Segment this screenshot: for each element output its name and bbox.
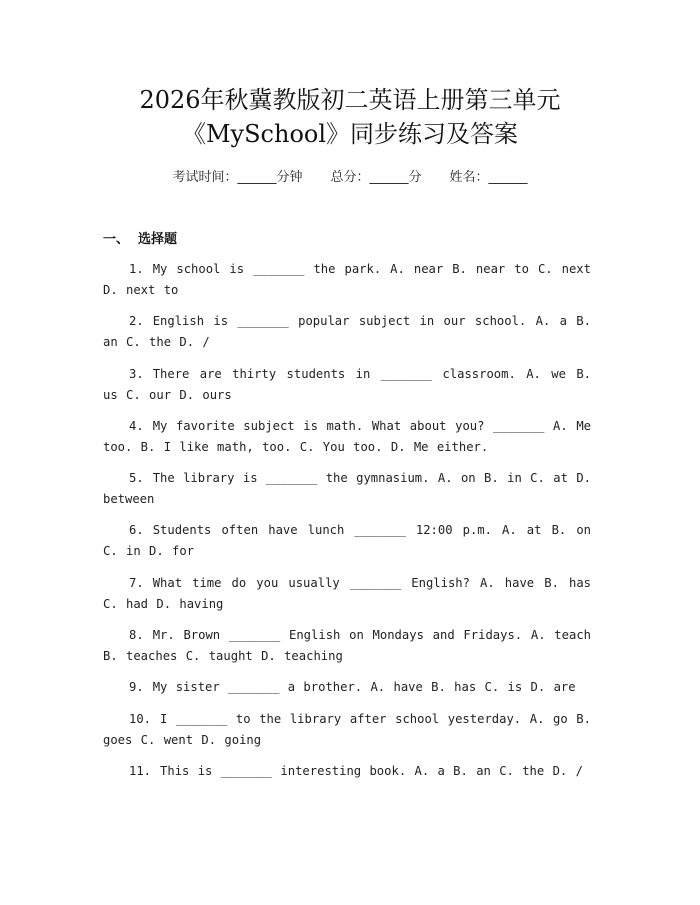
question-text: I _______ to the library after school yesterday. A. go B. goes C. went D. going xyxy=(103,711,591,747)
document-title-line2: 《MySchool》同步练习及答案 xyxy=(181,120,519,148)
question-item xyxy=(103,625,591,667)
question-item xyxy=(103,709,591,751)
question-text: Students often have lunch _______ 12:00 p.m. A. at B. on C. in D. for xyxy=(103,523,591,559)
question-text: Mr. Brown _______ English on Mondays and Fridays. A. teach B. teaches C. taught D. teaching xyxy=(103,628,591,664)
question-number: 4. xyxy=(129,418,144,433)
question-text: My sister _______ a brother. A. have B. has C. is D. are xyxy=(152,680,576,695)
question-number: 11. xyxy=(129,763,152,778)
question-text: My favorite subject is math. What about you? _______ A. Me too. B. I like math, too. C. You too. D. Me either. xyxy=(103,418,591,454)
section-heading: 一、 选择题 xyxy=(103,232,178,247)
exam-time-field: 考试时间：______分钟 xyxy=(172,170,303,185)
question-item xyxy=(103,468,591,510)
question-number: 2. xyxy=(129,314,144,329)
question-number: 10. xyxy=(129,711,152,726)
question-text: There are thirty students in _______ classroom. A. we B. us C. our D. ours xyxy=(103,366,591,402)
exam-info-line xyxy=(0,168,700,188)
question-number: 9. xyxy=(129,680,144,695)
question-list xyxy=(103,259,591,792)
student-name-field: 姓名：______ xyxy=(449,170,528,185)
question-text: My school is _______ the park. A. near B. near to C. next D. next to xyxy=(103,262,591,297)
question-number: 5. xyxy=(129,471,144,486)
question-text: This is _______ interesting book. A. a B. an C. the D. / xyxy=(160,763,583,778)
question-item xyxy=(103,364,591,406)
question-item xyxy=(103,573,591,615)
question-text: What time do you usually _______ English? A. have B. has C. had D. having xyxy=(103,575,591,611)
question-number: 3. xyxy=(129,366,144,381)
question-item xyxy=(103,677,591,698)
question-item xyxy=(103,416,591,458)
document-title-line1: 2026年秋冀教版初二英语上册第三单元 xyxy=(139,86,561,114)
question-number: 7. xyxy=(129,575,144,590)
question-text: The library is _______ the gymnasium. A. on B. in C. at D. between xyxy=(103,471,591,507)
question-number: 8. xyxy=(129,628,144,643)
question-item xyxy=(103,311,591,353)
question-number: 6. xyxy=(129,523,144,538)
question-number: 1. xyxy=(129,262,144,276)
question-item xyxy=(103,520,591,562)
question-item xyxy=(103,761,591,782)
question-text: English is _______ popular subject in our school. A. a B. an C. the D. / xyxy=(103,314,591,350)
total-score-field: 总分：______分 xyxy=(330,170,422,185)
question-item xyxy=(103,259,591,301)
